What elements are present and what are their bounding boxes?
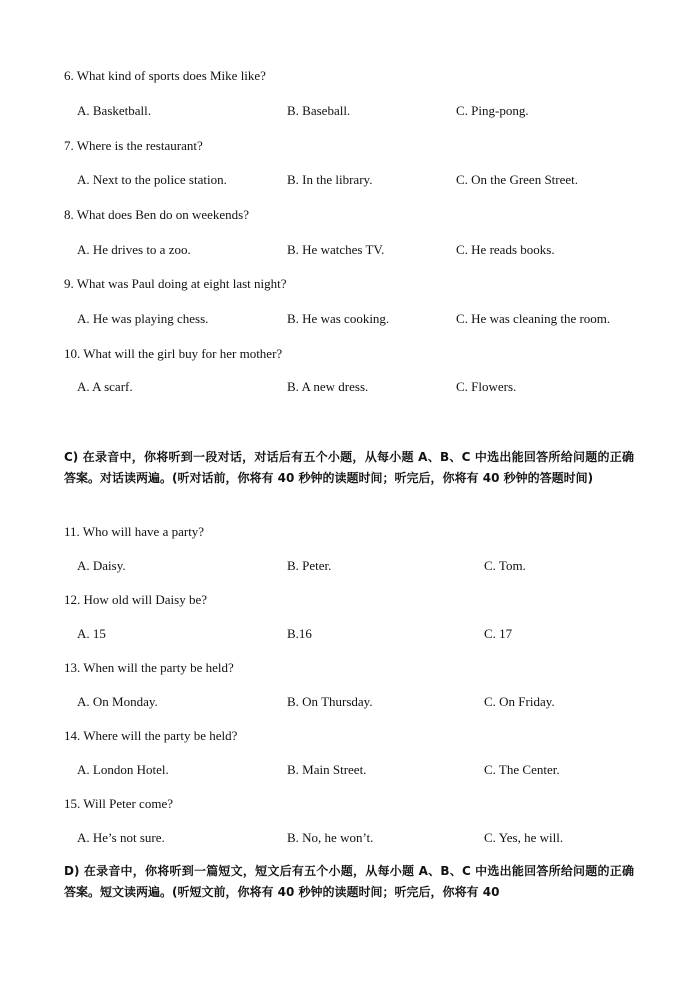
q11-option-a[interactable]: A. Daisy. [77, 558, 126, 573]
q10-option-c[interactable]: C. Flowers. [456, 379, 517, 394]
question-9 [64, 276, 287, 292]
q12-option-c[interactable]: C. 17 [484, 626, 513, 641]
question-7 [64, 138, 203, 154]
q6-option-a[interactable]: A. Basketball. [77, 103, 152, 118]
q10-option-b[interactable]: B. A new dress. [287, 379, 369, 394]
question-10 [64, 346, 282, 362]
section-c-instructions: C) 在录音中，你将听到一段对话，对话后有五个小题，从每小题 A、B、C 中选出能回答所给问题的正确答案。对话读两遍。(听对话前，你将有 40 秒钟的读题时间；听完后，你将有 40 秒钟的答题时间) [64, 450, 634, 485]
question-number: 15. [64, 796, 81, 811]
question-text: When will the party be held? [83, 660, 234, 675]
question-11 [64, 524, 204, 540]
question-14 [64, 728, 237, 744]
question-6 [64, 68, 266, 84]
q13-option-b[interactable]: B. On Thursday. [287, 694, 373, 709]
question-number: 6. [64, 68, 74, 83]
q6-option-c[interactable]: C. Ping-pong. [456, 103, 529, 118]
question-text: Where is the restaurant? [76, 138, 203, 153]
q14-option-b[interactable]: B. Main Street. [287, 762, 367, 777]
q8-option-a[interactable]: A. He drives to a zoo. [77, 242, 191, 257]
question-number: 7. [64, 138, 74, 153]
question-15 [64, 796, 173, 812]
q14-option-c[interactable]: C. The Center. [484, 762, 560, 777]
q12-option-a[interactable]: A. 15 [77, 626, 106, 641]
question-number: 11. [64, 524, 80, 539]
q15-option-b[interactable]: B. No, he won’t. [287, 830, 374, 845]
question-text: Who will have a party? [82, 524, 205, 539]
question-number: 9. [64, 276, 74, 291]
question-text: What was Paul doing at eight last night? [76, 276, 287, 291]
question-number: 14. [64, 728, 81, 743]
question-text: What kind of sports does Mike like? [76, 68, 266, 83]
q10-option-a[interactable]: A. A scarf. [77, 379, 133, 394]
question-text: What will the girl buy for her mother? [83, 346, 283, 361]
q8-option-b[interactable]: B. He watches TV. [287, 242, 385, 257]
question-12 [64, 592, 207, 608]
q15-option-a[interactable]: A. He’s not sure. [77, 830, 165, 845]
q6-option-b[interactable]: B. Baseball. [287, 103, 351, 118]
question-number: 10. [64, 346, 81, 361]
question-text: Will Peter come? [83, 796, 173, 811]
section-d-instructions: D) 在录音中，你将听到一篇短文，短文后有五个小题，从每小题 A、B、C 中选出能回答所给问题的正确答案。短文读两遍。(听短文前，你将有 40 秒钟的读题时间；听完后，你将有 40 [64, 864, 634, 899]
q7-option-a[interactable]: A. Next to the police station. [77, 172, 227, 187]
question-number: 12. [64, 592, 81, 607]
q9-option-b[interactable]: B. He was cooking. [287, 311, 390, 326]
q15-option-c[interactable]: C. Yes, he will. [484, 830, 564, 845]
question-number: 8. [64, 207, 74, 222]
q9-option-c[interactable]: C. He was cleaning the room. [456, 311, 611, 326]
q11-option-b[interactable]: B. Peter. [287, 558, 332, 573]
q11-option-c[interactable]: C. Tom. [484, 558, 526, 573]
q8-option-c[interactable]: C. He reads books. [456, 242, 555, 257]
q13-option-c[interactable]: C. On Friday. [484, 694, 555, 709]
question-text: What does Ben do on weekends? [76, 207, 249, 222]
q12-option-b[interactable]: B.16 [287, 626, 312, 641]
question-text: Where will the party be held? [83, 728, 238, 743]
q7-option-b[interactable]: B. In the library. [287, 172, 373, 187]
question-number: 13. [64, 660, 81, 675]
q14-option-a[interactable]: A. London Hotel. [77, 762, 169, 777]
question-13 [64, 660, 234, 676]
question-text: How old will Daisy be? [83, 592, 207, 607]
question-8 [64, 207, 249, 223]
q13-option-a[interactable]: A. On Monday. [77, 694, 158, 709]
q7-option-c[interactable]: C. On the Green Street. [456, 172, 579, 187]
q9-option-a[interactable]: A. He was playing chess. [77, 311, 209, 326]
